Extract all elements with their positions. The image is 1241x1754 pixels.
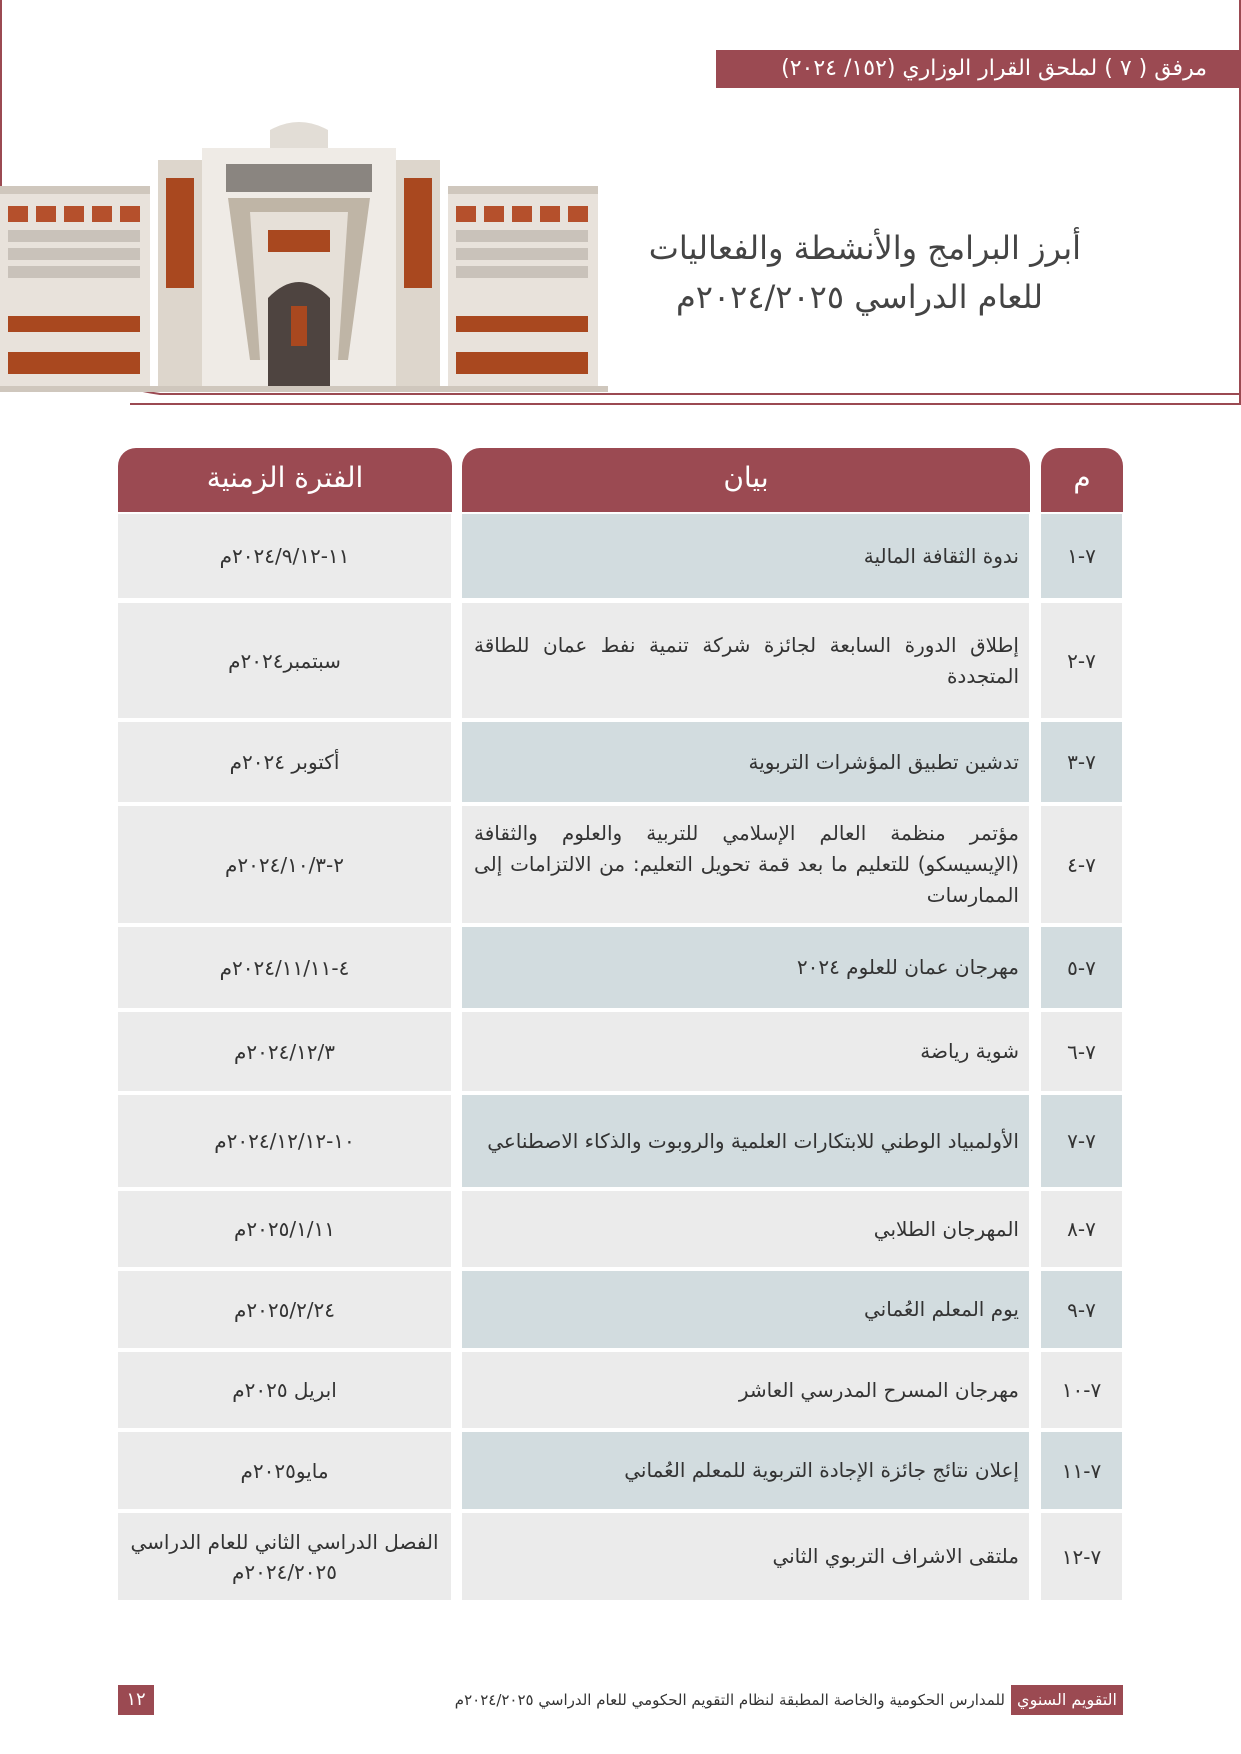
row-4-number: ٧-٤ [1041,806,1122,923]
row-2-period: سبتمبر٢٠٢٤م [118,603,451,718]
row-6-number: ٧-٦ [1041,1012,1122,1091]
row-12-description: ملتقى الاشراف التربوي الثاني [462,1513,1029,1600]
row-1-period: ١١-٢٠٢٤/٩/١٢م [118,514,451,598]
row-3-description: تدشين تطبيق المؤشرات التربوية [462,722,1029,802]
row-6-period: ٢٠٢٤/١٢/٣م [118,1012,451,1091]
row-8-description: المهرجان الطلابي [462,1191,1029,1267]
page-title [561,226,1081,324]
row-4-period: ٢-٢٠٢٤/١٠/٣م [118,806,451,923]
annex-label: مرفق ( ٧ ) لملحق القرار الوزاري (١٥٢/ ٢٠٢٤) [716,50,1241,88]
column-header-number: م [1041,448,1123,512]
row-5-number: ٧-٥ [1041,927,1122,1008]
row-7-number: ٧-٧ [1041,1095,1122,1187]
row-11-description: إعلان نتائج جائزة الإجادة التربوية للمعلم العُماني [462,1432,1029,1509]
row-9-number: ٧-٩ [1041,1271,1122,1348]
column-header-description: بيان [462,448,1030,512]
row-10-period: ابريل ٢٠٢٥م [118,1352,451,1428]
row-8-period: ٢٠٢٥/١/١١م [118,1191,451,1267]
row-1-description: ندوة الثقافة المالية [462,514,1029,598]
title-line-1: أبرز البرامج والأنشطة والفعاليات [648,229,1081,267]
row-3-period: أكتوبر ٢٠٢٤م [118,722,451,802]
row-10-description: مهرجان المسرح المدرسي العاشر [462,1352,1029,1428]
row-5-description: مهرجان عمان للعلوم ٢٠٢٤ [462,927,1029,1008]
row-3-number: ٧-٣ [1041,722,1122,802]
row-2-number: ٧-٢ [1041,603,1122,718]
row-5-period: ٤-٢٠٢٤/١١/١١م [118,927,451,1008]
row-12-period: الفصل الدراسي الثاني للعام الدراسي ٢٠٢٤/٢٠٢٥م [118,1513,451,1600]
row-9-description: يوم المعلم العُماني [462,1271,1029,1348]
row-11-number: ٧-١١ [1041,1432,1122,1509]
row-4-description: مؤتمر منظمة العالم الإسلامي للتربية والعلوم والثقافة (الإيسيسكو) للتعليم ما بعد قمة تحويل التعليم: من الالتزامات إلى الممارسات [462,806,1029,923]
column-header-period: الفترة الزمنية [118,448,452,512]
row-2-description: إطلاق الدورة السابعة لجائزة شركة تنمية نفط عمان للطاقة المتجددة [462,603,1029,718]
footer-tab-label: التقويم السنوي [1011,1685,1123,1715]
row-11-period: مايو٢٠٢٥م [118,1432,451,1509]
row-10-number: ٧-١٠ [1041,1352,1122,1428]
row-7-period: ١٠-٢٠٢٤/١٢/١٢م [118,1095,451,1187]
row-1-number: ٧-١ [1041,514,1122,598]
row-12-number: ٧-١٢ [1041,1513,1122,1600]
row-7-description: الأولمبياد الوطني للابتكارات العلمية والروبوت والذكاء الاصطناعي [462,1095,1029,1187]
title-line-2: للعام الدراسي ٢٠٢٤/٢٠٢٥م [675,278,1043,316]
row-9-period: ٢٠٢٥/٢/٢٤م [118,1271,451,1348]
row-6-description: شوية رياضة [462,1012,1029,1091]
page-number: ١٢ [118,1685,154,1715]
row-8-number: ٧-٨ [1041,1191,1122,1267]
footer-text: للمدارس الحكومية والخاصة المطبقة لنظام التقويم الحكومي للعام الدراسي ٢٠٢٤/٢٠٢٥م [454,1691,1005,1709]
building-illustration [0,120,608,398]
